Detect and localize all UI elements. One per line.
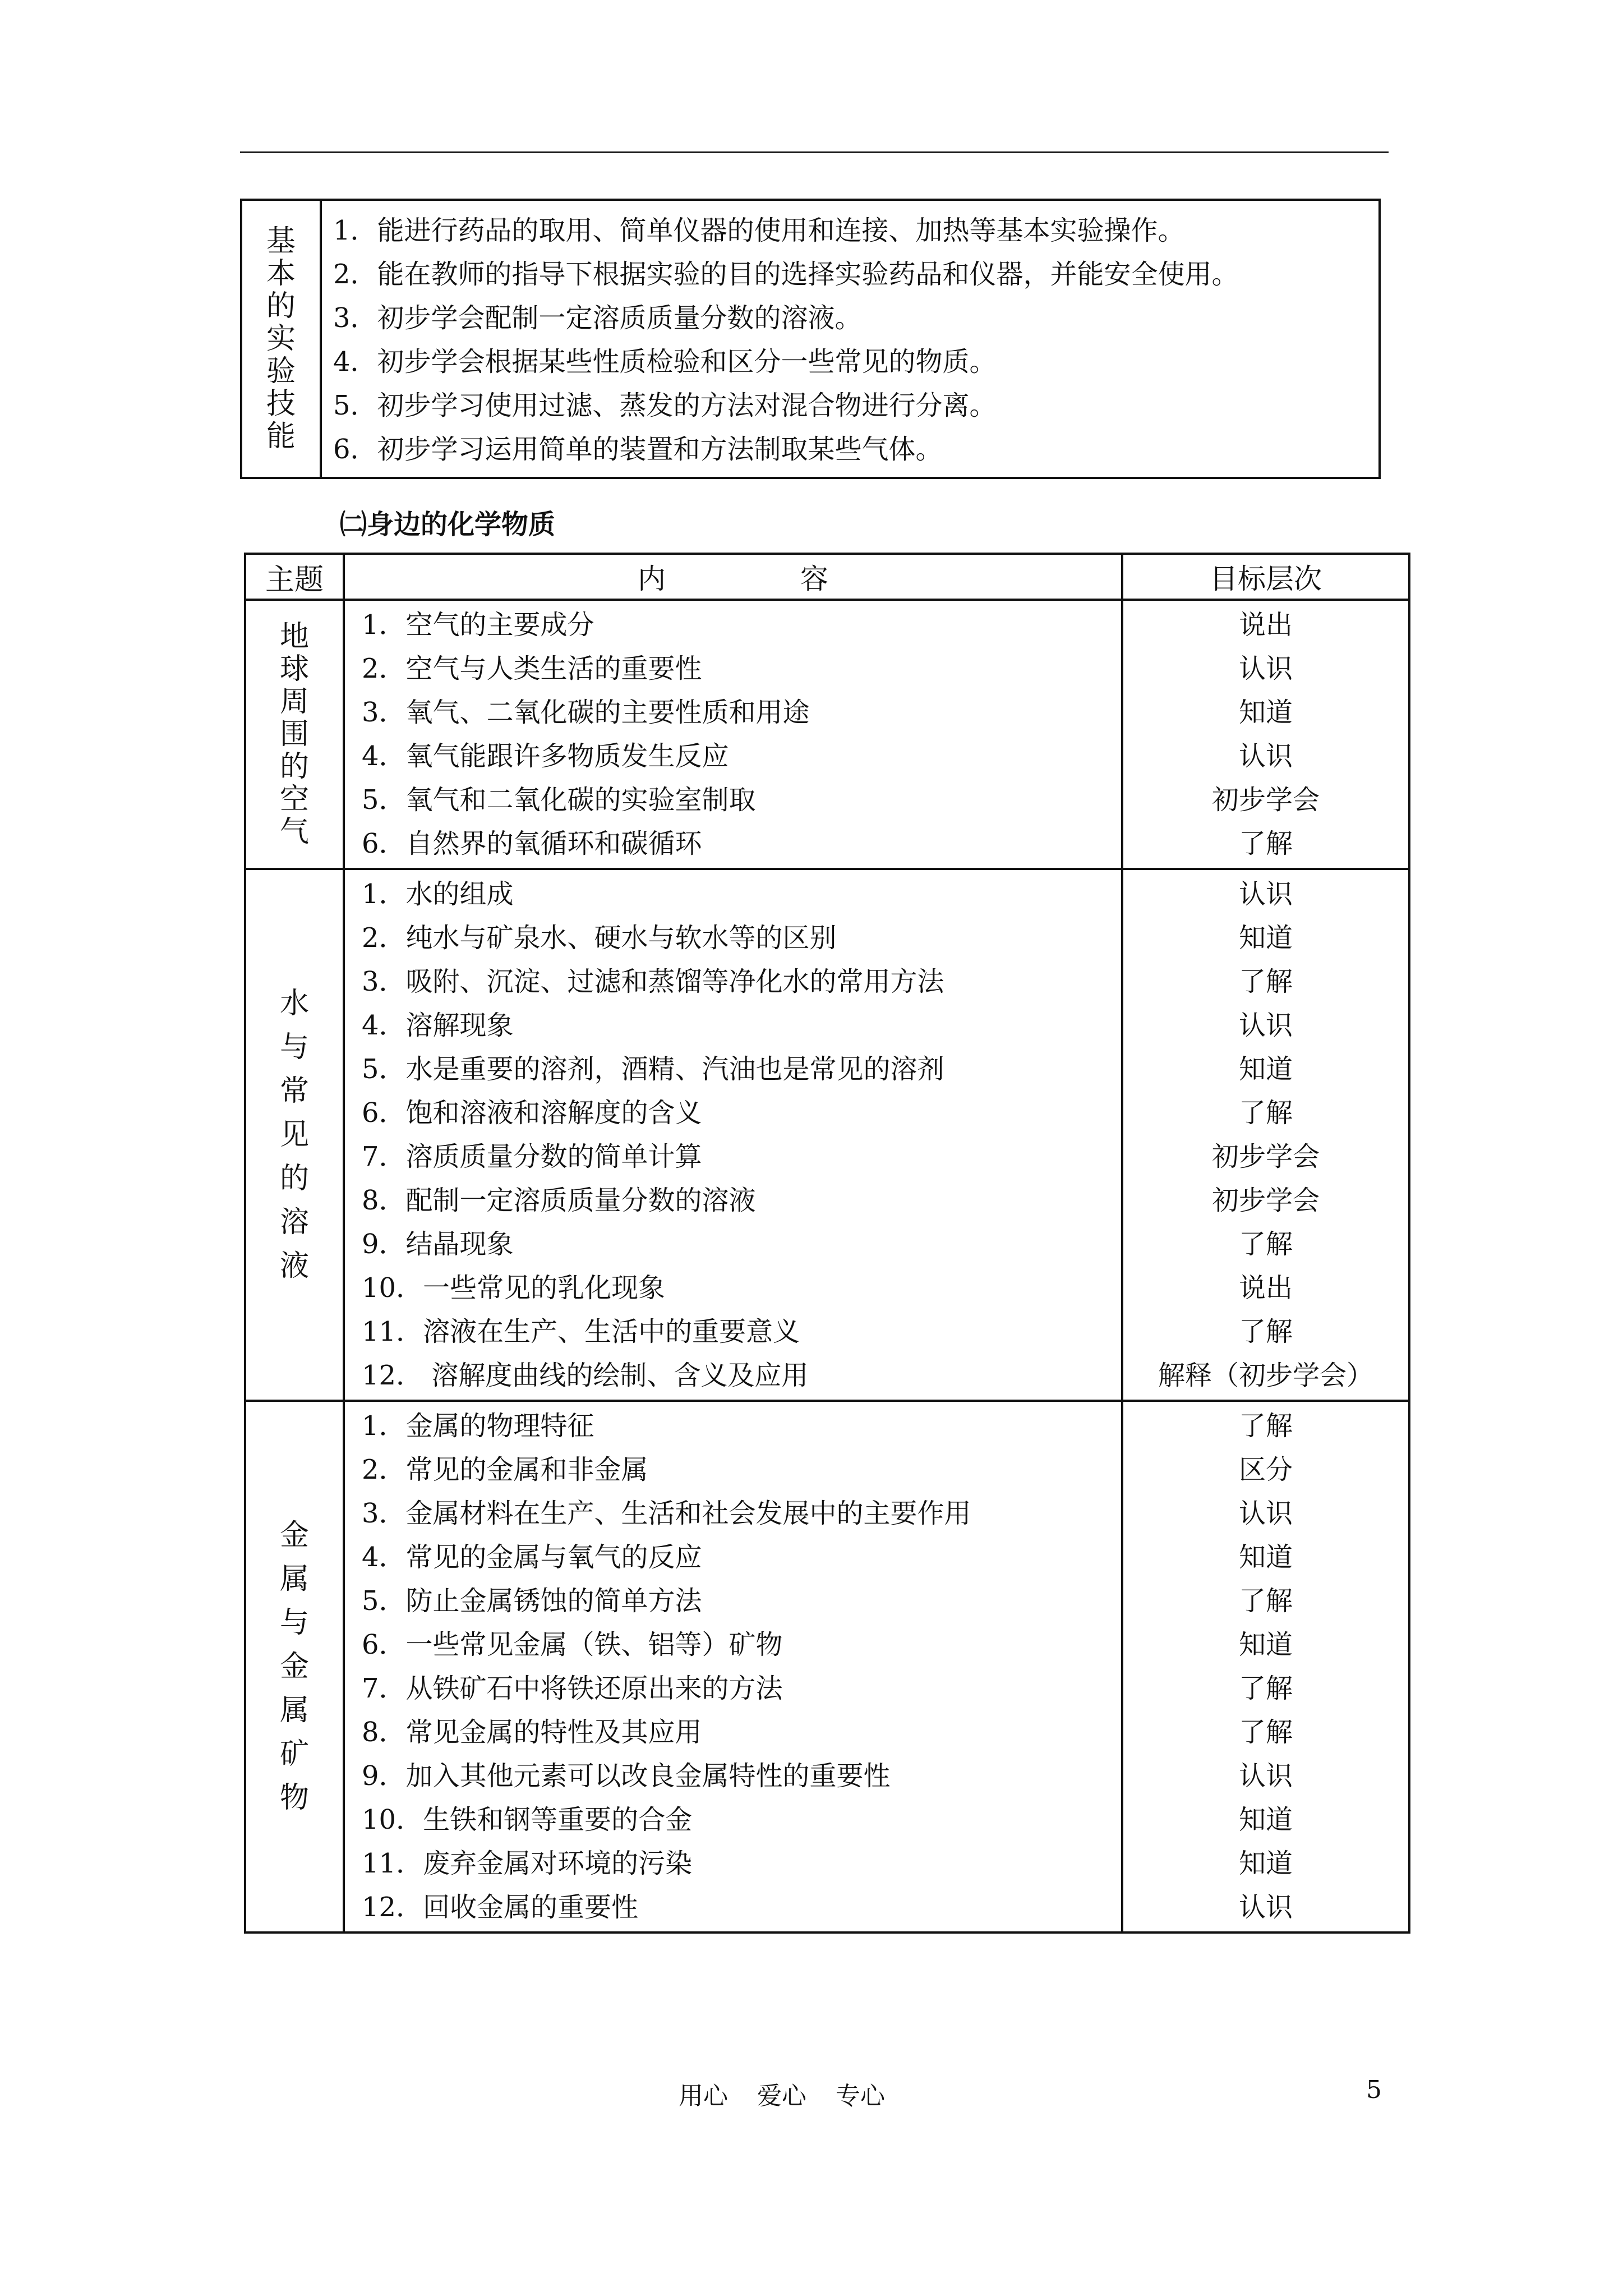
level-item: 说出 — [1238, 1272, 1293, 1304]
skill-item: 5．初步学习使用过滤、蒸发的方法对混合物进行分离。 — [333, 390, 997, 421]
section-title: ㈡身边的化学物质 — [340, 509, 556, 540]
content-item: 1．空气的主要成分 — [362, 609, 594, 641]
topic-cell: 金 属 与 金 属 矿 物 — [245, 1401, 344, 1932]
skills-list — [321, 200, 1380, 478]
level-item: 初步学会 — [1211, 1141, 1320, 1172]
skill-item: 4．初步学会根据某些性质检验和区分一些常见的物质。 — [333, 346, 997, 378]
content-item: 5．防止金属锈蚀的简单方法 — [362, 1585, 702, 1617]
level-cell — [1122, 600, 1409, 869]
level-item: 知道 — [1238, 1804, 1293, 1835]
content-item: 2．空气与人类生活的重要性 — [362, 653, 702, 684]
topic-group-water — [245, 869, 1409, 1401]
skill-item: 6．初步学习运用简单的装置和方法制取某些气体。 — [333, 434, 943, 465]
skills-side-label: 基 本 的 实 验 技 能 — [241, 200, 321, 478]
content-item: 1．金属的物理特征 — [362, 1410, 594, 1442]
skill-item: 2．能在教师的指导下根据实验的目的选择实验药品和仪器，并能安全使用。 — [333, 259, 1239, 290]
content-item: 12．回收金属的重要性 — [362, 1892, 639, 1923]
level-item: 了解 — [1238, 1316, 1293, 1347]
content-item: 5．氧气和二氧化碳的实验室制取 — [362, 784, 756, 816]
level-cell — [1122, 869, 1409, 1401]
header-rule — [240, 151, 1389, 153]
content-item: 3．金属材料在生产、生活和社会发展中的主要作用 — [362, 1498, 971, 1529]
topic-cell: 水 与 常 见 的 溶 液 — [245, 869, 344, 1401]
content-item: 6．一些常见金属（铁、铝等）矿物 — [362, 1629, 783, 1660]
table-header-row — [245, 554, 1409, 600]
content-item: 2．纯水与矿泉水、硬水与软水等的区别 — [362, 922, 837, 954]
header-topic: 主题 — [245, 554, 344, 600]
level-item: 认识 — [1238, 1498, 1293, 1529]
level-item: 了解 — [1238, 1585, 1293, 1617]
level-cell — [1122, 1401, 1409, 1932]
level-item: 初步学会 — [1211, 784, 1320, 816]
content-item: 11．废弃金属对环境的污染 — [362, 1848, 693, 1879]
level-item: 知道 — [1238, 697, 1293, 728]
content-item: 4．溶解现象 — [362, 1010, 514, 1041]
content-item: 10．一些常见的乳化现象 — [362, 1272, 666, 1304]
chemical-substances-table — [244, 553, 1410, 1934]
skill-item: 3．初步学会配制一定溶质质量分数的溶液。 — [333, 302, 862, 334]
level-item: 知道 — [1238, 1542, 1293, 1573]
content-item: 9．加入其他元素可以改良金属特性的重要性 — [362, 1760, 891, 1792]
page-number: 5 — [1366, 2076, 1382, 2104]
content-item: 6．自然界的氧循环和碳循环 — [362, 828, 702, 859]
level-item: 知道 — [1238, 1848, 1293, 1879]
content-item: 6．饱和溶液和溶解度的含义 — [362, 1097, 702, 1129]
level-item: 认识 — [1238, 1760, 1293, 1792]
level-item: 区分 — [1238, 1454, 1293, 1485]
content-item: 7．溶质质量分数的简单计算 — [362, 1141, 702, 1172]
content-item: 2．常见的金属和非金属 — [362, 1454, 648, 1485]
footer-motto: 用心 爱心 专心 — [679, 2082, 885, 2110]
level-item: 了解 — [1238, 1673, 1293, 1704]
content-item: 9．结晶现象 — [362, 1228, 514, 1260]
content-item: 1．水的组成 — [362, 878, 514, 910]
level-item: 了解 — [1238, 966, 1293, 997]
level-item: 知道 — [1238, 1629, 1293, 1660]
content-cell — [344, 1401, 1122, 1932]
level-item: 认识 — [1238, 1010, 1293, 1041]
experiment-skills-table — [240, 199, 1381, 479]
level-item: 了解 — [1238, 1228, 1293, 1260]
content-item: 7．从铁矿石中将铁还原出来的方法 — [362, 1673, 783, 1704]
content-item: 4．常见的金属与氧气的反应 — [362, 1542, 702, 1573]
content-item: 5．水是重要的溶剂，酒精、汽油也是常见的溶剂 — [362, 1053, 944, 1085]
content-item: 4．氧气能跟许多物质发生反应 — [362, 740, 729, 772]
level-item: 了解 — [1238, 828, 1293, 859]
content-item: 3．氧气、二氧化碳的主要性质和用途 — [362, 697, 810, 728]
topic-cell: 地 球 周 围 的 空 气 — [245, 600, 344, 869]
content-item: 11．溶液在生产、生活中的重要意义 — [362, 1316, 800, 1347]
level-item: 认识 — [1238, 653, 1293, 684]
level-item: 解释（初步学会） — [1158, 1360, 1373, 1391]
topic-group-metals — [245, 1401, 1409, 1932]
level-item: 认识 — [1238, 1892, 1293, 1923]
content-item: 8．配制一定溶质质量分数的溶液 — [362, 1185, 756, 1216]
header-content: 内容 — [344, 554, 1122, 600]
topic-group-air — [245, 600, 1409, 869]
level-item: 了解 — [1238, 1097, 1293, 1129]
level-item: 认识 — [1238, 878, 1293, 910]
level-item: 了解 — [1238, 1717, 1293, 1748]
content-cell — [344, 869, 1122, 1401]
level-item: 知道 — [1238, 1053, 1293, 1085]
content-item: 3．吸附、沉淀、过滤和蒸馏等净化水的常用方法 — [362, 966, 944, 997]
level-item: 了解 — [1238, 1410, 1293, 1442]
level-item: 认识 — [1238, 740, 1293, 772]
level-item: 说出 — [1238, 609, 1293, 641]
skill-item: 1．能进行药品的取用、简单仪器的使用和连接、加热等基本实验操作。 — [333, 215, 1185, 246]
content-item: 12． 溶解度曲线的绘制、含义及应用 — [362, 1360, 809, 1391]
content-cell — [344, 600, 1122, 869]
level-item: 知道 — [1238, 922, 1293, 954]
header-level: 目标层次 — [1122, 554, 1409, 600]
content-item: 10．生铁和钢等重要的合金 — [362, 1804, 693, 1835]
level-item: 初步学会 — [1211, 1185, 1320, 1216]
content-item: 8．常见金属的特性及其应用 — [362, 1717, 702, 1748]
